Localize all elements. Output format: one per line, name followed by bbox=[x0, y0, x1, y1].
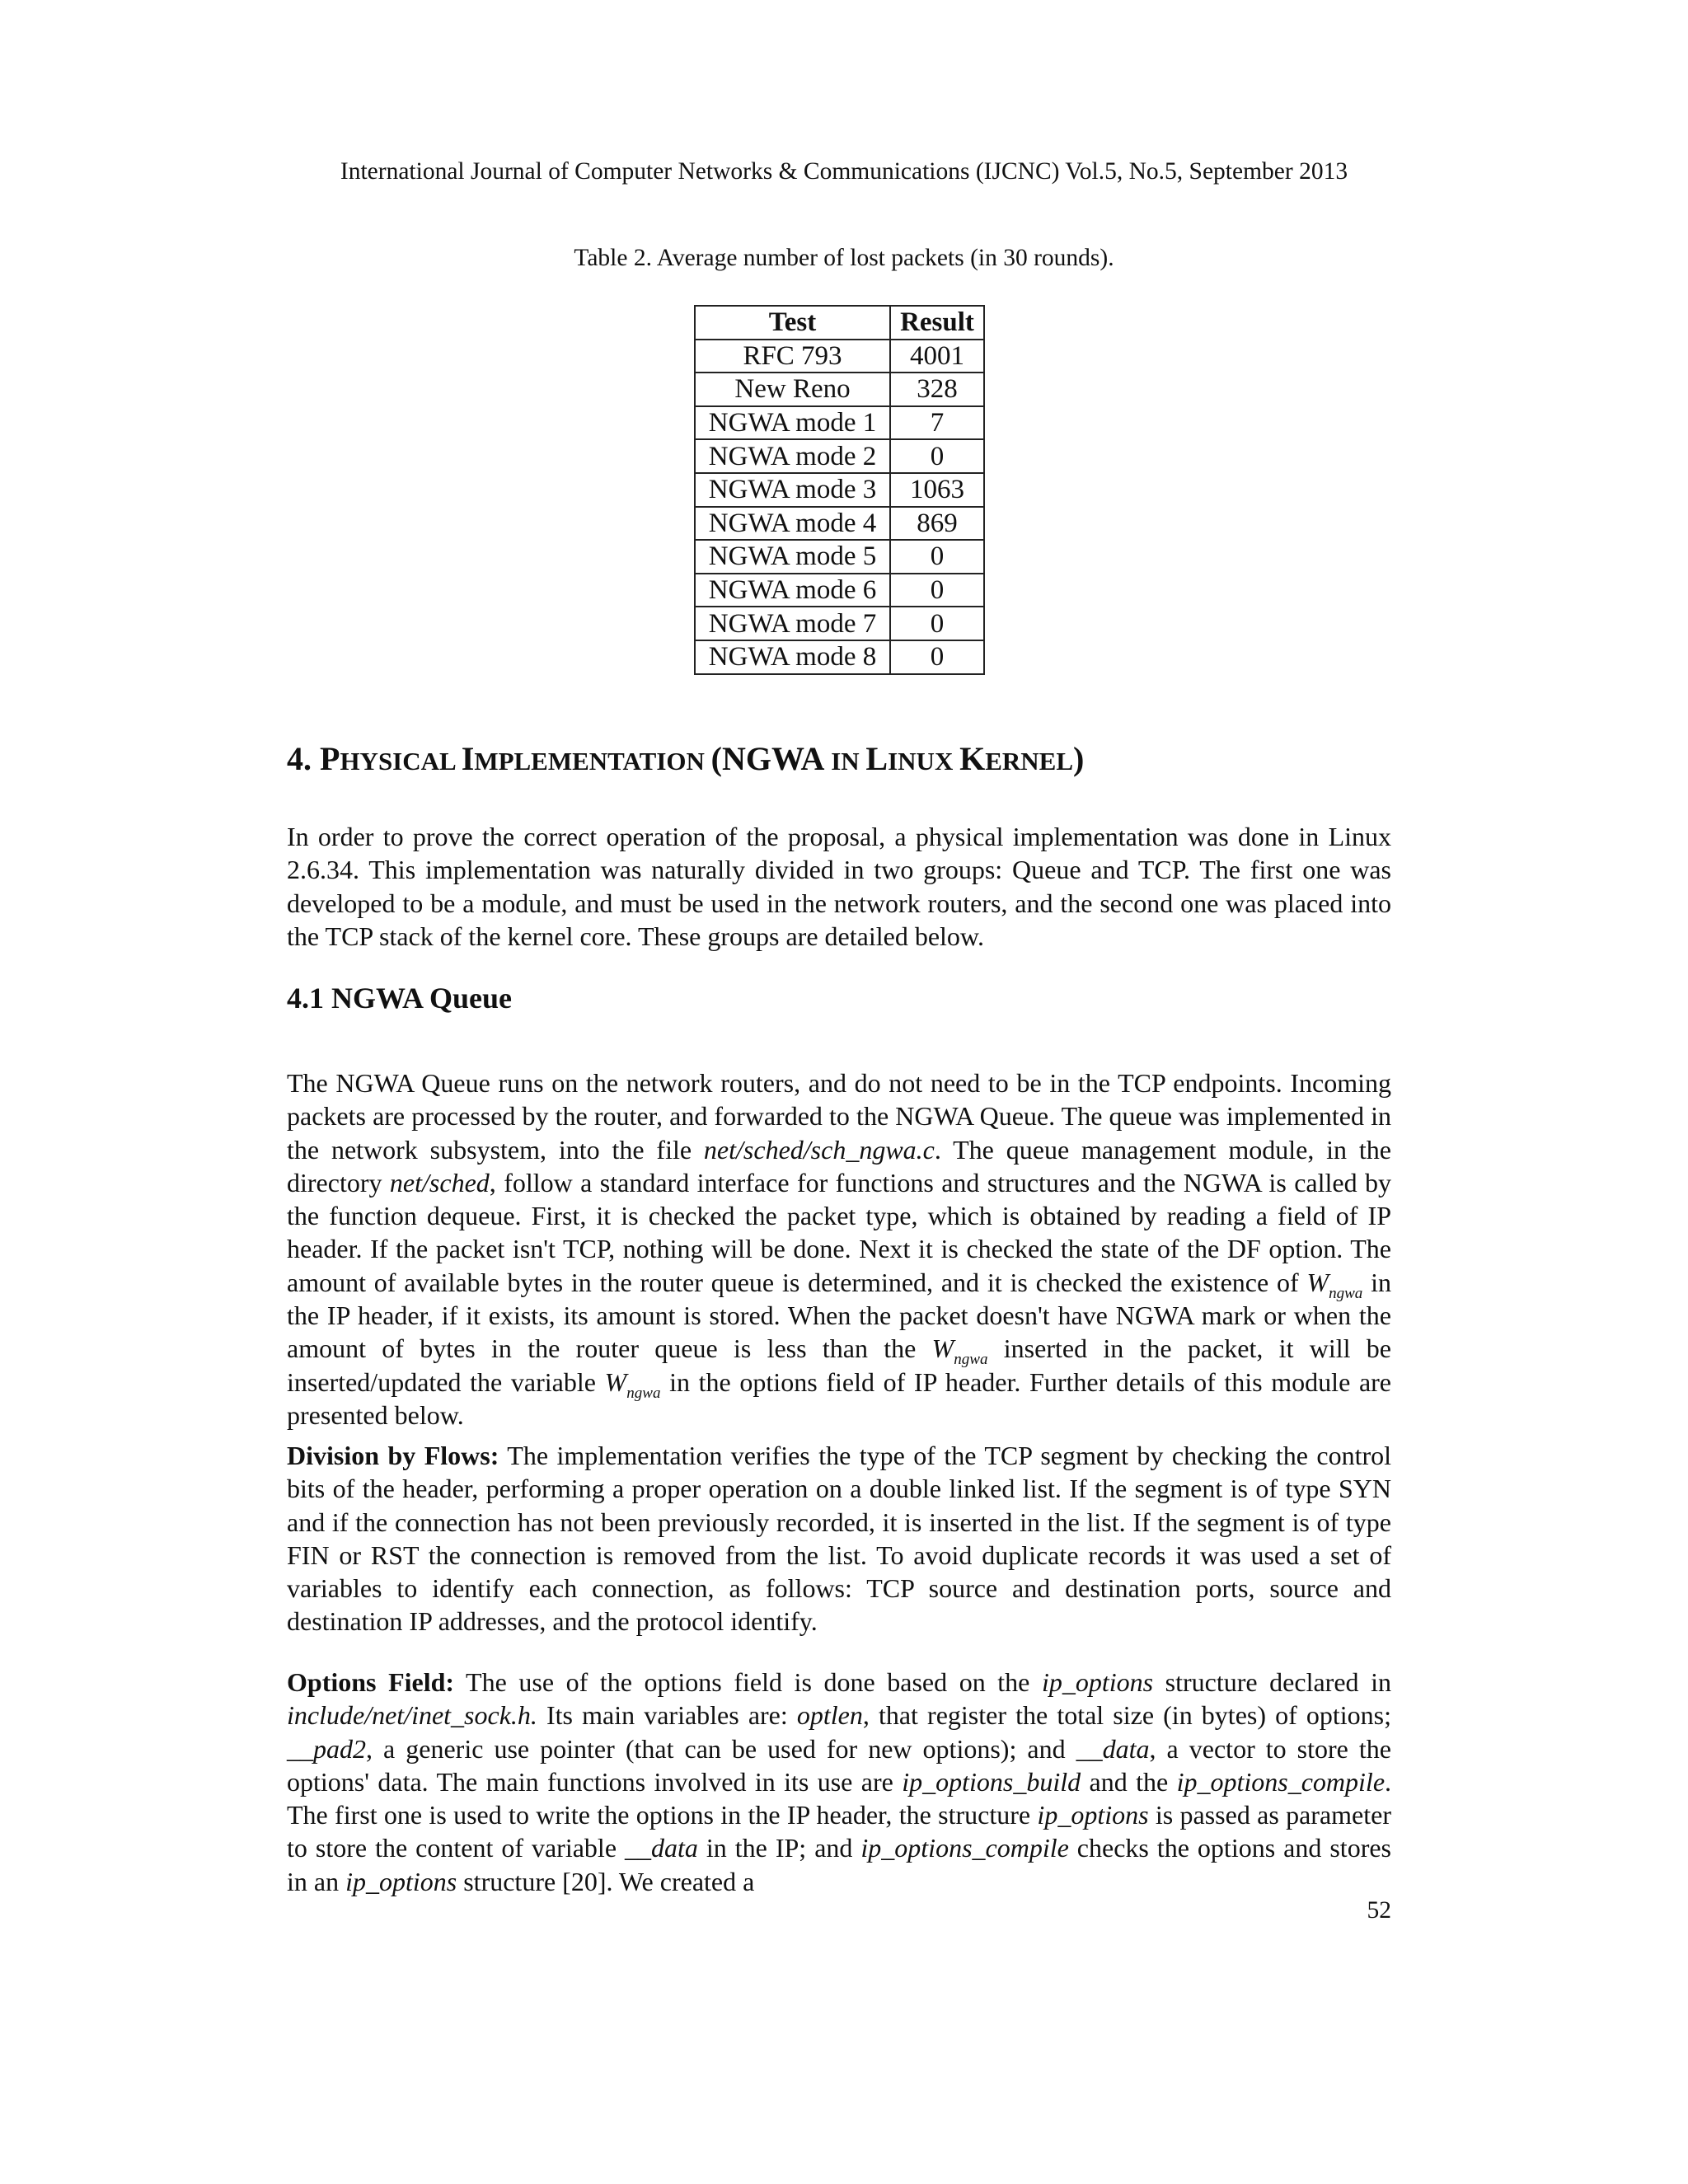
table-row bbox=[695, 507, 984, 541]
w-ngwa-symbol: $W_{ngwa}$ bbox=[931, 1333, 988, 1369]
running-header: International Journal of Computer Networks & Communications (IJCNC) Vol.5, No.5, September 2013 bbox=[340, 158, 1348, 185]
test-cell: NGWA mode 8 bbox=[695, 640, 890, 674]
result-cell: 0 bbox=[890, 439, 984, 473]
table-row bbox=[695, 540, 984, 574]
result-cell: 0 bbox=[890, 540, 984, 574]
w-ngwa-symbol: $W_{ngwa}$ bbox=[1306, 1267, 1363, 1302]
paragraph-label: Division by Flows: bbox=[287, 1441, 499, 1470]
column-header-result: Result bbox=[890, 306, 984, 340]
test-cell: NGWA mode 3 bbox=[695, 473, 890, 507]
intro-paragraph: In order to prove the correct operation of the proposal, a physical implementation was done in Linux 2.6.34. This implementation was naturally divided in two groups: Queue and TCP. The first one was developed to be a module, and must be used in the network routers, and the second one was placed into the TCP stack of the kernel core. These groups are detailed below. bbox=[287, 822, 1391, 951]
test-cell: NGWA mode 1 bbox=[695, 406, 890, 440]
table-row bbox=[695, 640, 984, 674]
result-cell: 1063 bbox=[890, 473, 984, 507]
result-cell: 4001 bbox=[890, 340, 984, 373]
test-cell: New Reno bbox=[695, 373, 890, 406]
result-cell: 0 bbox=[890, 640, 984, 674]
table-row bbox=[695, 439, 984, 473]
table-row bbox=[695, 406, 984, 440]
table-header-row bbox=[695, 306, 984, 340]
page-number: 52 bbox=[1367, 1897, 1391, 1924]
table-row bbox=[695, 373, 984, 406]
result-cell: 7 bbox=[890, 406, 984, 440]
test-cell: NGWA mode 2 bbox=[695, 439, 890, 473]
queue-paragraph: The NGWA Queue runs on the network routers, and do not need to be in the TCP endpoints. Incoming packets are processed by the router, and forwarded to the NGWA Queue. The queue was implemented in the network subsystem, into the file net/sched/sch_ngwa.c. The queue management module, in the directory net/sched, follow a standard interface for functions and structures and the NGWA is called by the function dequeue. First, it is checked the packet type, which is obtained by reading a field of IP header. If the packet isn't TCP, nothing will be done. Next it is checked the state of the DF option. The amount of available bytes in the router queue is determined, and it is checked the existence of $W_{ngwa}$ in the IP header, if it exists, its amount is stored. When the packet doesn't have NGWA mark or when the amount of bytes in the router queue is less than the $W_{ngwa}$ inserted in the packet, it will be inserted/updated the variable $W_{ngwa}$ in the options field of IP header. Further details of this module are presented below. bbox=[287, 1068, 1392, 1430]
result-cell: 869 bbox=[890, 507, 984, 541]
division-by-flows-paragraph: Division by Flows: The implementation verifies the type of the TCP segment by checking the control bits of the header, performing a proper operation on a double linked list. If the segment is of type SYN and if the connection has not been previously recorded, it is inserted in the list. If the segment is of type FIN or RST the connection is removed from the list. To avoid duplicate records it was used a set of variables to identify each connection, as follows: TCP source and destination ports, source and destination IP addresses, and the protocol identify. bbox=[287, 1441, 1392, 1637]
table-row bbox=[695, 473, 984, 507]
result-cell: 328 bbox=[890, 373, 984, 406]
column-header-test: Test bbox=[695, 306, 890, 340]
test-cell: NGWA mode 4 bbox=[695, 507, 890, 541]
test-cell: NGWA mode 6 bbox=[695, 574, 890, 607]
table-caption: Table 2. Average number of lost packets (in 30 rounds). bbox=[574, 245, 1114, 271]
test-cell: NGWA mode 5 bbox=[695, 540, 890, 574]
paragraph-label: Options Field: bbox=[287, 1667, 455, 1697]
subsection-title: 4.1 NGWA Queue bbox=[287, 982, 513, 1015]
w-ngwa-symbol: $W_{ngwa}$ bbox=[604, 1366, 661, 1402]
lost-packets-table bbox=[694, 305, 985, 675]
options-field-paragraph: Options Field: The use of the options field is done based on the ip_options structure declared in include/net/inet_sock.h. Its main variables are: optlen, that register the total size (in bytes) of options; __pad2, a generic use pointer (that can be used for new options); and __data, a vector to store the options' data. The main functions involved in its use are ip_options_build and the ip_options_compile. The first one is used to write the options in the IP header, the structure ip_options is passed as parameter to store the content of variable __data in the IP; and ip_options_compile checks the options and stores in an ip_options structure [20]. We created a bbox=[287, 1667, 1392, 1896]
section-heading: 4. PHYSICAL IMPLEMENTATION (NGWA IN LINUX KERNEL) bbox=[287, 740, 1085, 777]
table-row bbox=[695, 607, 984, 640]
table-row bbox=[695, 574, 984, 607]
test-cell: RFC 793 bbox=[695, 340, 890, 373]
result-cell: 0 bbox=[890, 607, 984, 640]
test-cell: NGWA mode 7 bbox=[695, 607, 890, 640]
result-cell: 0 bbox=[890, 574, 984, 607]
table-row bbox=[695, 340, 984, 373]
